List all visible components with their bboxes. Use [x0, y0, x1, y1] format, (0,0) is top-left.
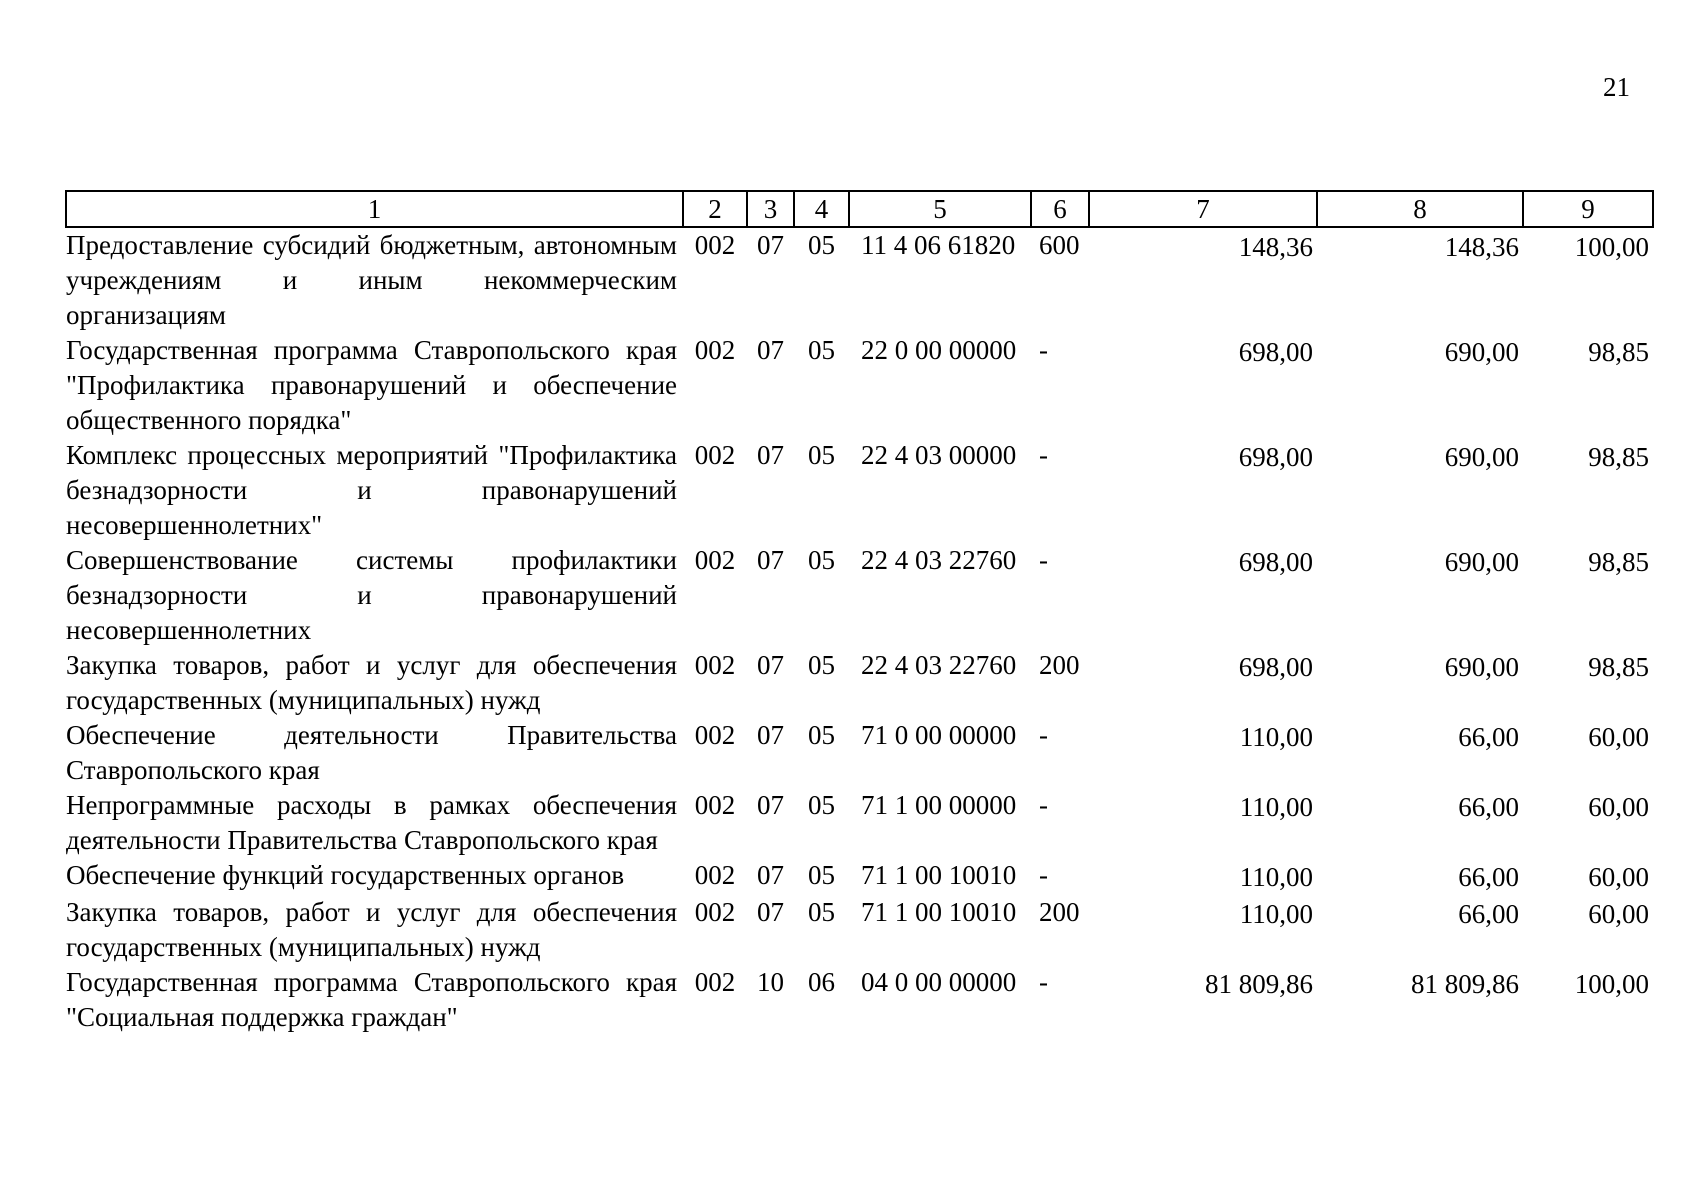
expense-type-cell: 200 — [1039, 650, 1080, 680]
row-name-cell: Государственная программа Ставропольского края "Профилактика правонарушений и обеспечение общественного порядка" — [66, 335, 677, 435]
subsection-code-cell: 05 — [808, 230, 835, 260]
col-header-7: 7 — [1089, 191, 1317, 227]
row-name-cell: Непрограммные расходы в рамках обеспечения деятельности Правительства Ставропольского края — [66, 790, 677, 855]
planned-amount-cell: 698,00 — [1238, 337, 1313, 367]
expense-type-cell: 200 — [1039, 897, 1080, 927]
planned-amount-cell: 148,36 — [1238, 232, 1313, 262]
actual-amount-cell: 66,00 — [1458, 792, 1519, 822]
subsection-code-cell: 06 — [808, 967, 835, 997]
target-item-cell: 22 0 00 00000 — [861, 335, 1017, 365]
table-row — [66, 227, 1653, 333]
section-code-cell: 07 — [757, 440, 784, 470]
admin-code-cell: 002 — [694, 230, 736, 260]
subsection-code-cell: 05 — [808, 440, 835, 470]
col-header-4: 4 — [794, 191, 849, 227]
table-row — [66, 788, 1653, 858]
target-item-cell: 11 4 06 61820 — [861, 230, 1016, 260]
target-item-cell: 71 1 00 00000 — [861, 790, 1017, 820]
row-name-cell: Предоставление субсидий бюджетным, автономным учреждениям и иным некоммерческим организациям — [66, 230, 677, 330]
planned-amount-cell: 110,00 — [1239, 862, 1313, 892]
budget-table-body — [66, 227, 1653, 1035]
table-row — [66, 438, 1653, 543]
admin-code-cell: 002 — [694, 897, 736, 927]
subsection-code-cell: 05 — [808, 545, 835, 575]
planned-amount-cell: 110,00 — [1239, 792, 1313, 822]
col-header-5: 5 — [849, 191, 1031, 227]
col-header-3: 3 — [747, 191, 794, 227]
section-code-cell: 07 — [757, 790, 784, 820]
table-row — [66, 718, 1653, 788]
expense-type-cell: 600 — [1039, 230, 1080, 260]
section-code-cell: 07 — [757, 335, 784, 365]
target-item-cell: 71 1 00 10010 — [861, 897, 1017, 927]
execution-percent-cell: 100,00 — [1574, 969, 1649, 999]
actual-amount-cell: 66,00 — [1458, 899, 1519, 929]
subsection-code-cell: 05 — [808, 720, 835, 750]
row-name-cell: Обеспечение функций государственных органов — [66, 860, 625, 890]
row-name-cell: Государственная программа Ставропольского края "Социальная поддержка граждан" — [66, 967, 677, 1032]
subsection-code-cell: 05 — [808, 790, 835, 820]
actual-amount-cell: 66,00 — [1458, 862, 1519, 892]
table-row — [66, 543, 1653, 648]
expense-type-cell: - — [1039, 720, 1048, 750]
planned-amount-cell: 110,00 — [1239, 722, 1313, 752]
col-header-1: 1 — [66, 191, 683, 227]
row-name-cell: Совершенствование системы профилактики безнадзорности и правонарушений несовершеннолетних — [66, 545, 677, 645]
actual-amount-cell: 690,00 — [1444, 547, 1519, 577]
admin-code-cell: 002 — [694, 650, 736, 680]
execution-percent-cell: 60,00 — [1588, 862, 1649, 892]
planned-amount-cell: 698,00 — [1238, 652, 1313, 682]
admin-code-cell: 002 — [694, 440, 736, 470]
actual-amount-cell: 81 809,86 — [1411, 969, 1519, 999]
admin-code-cell: 002 — [694, 967, 736, 997]
section-code-cell: 07 — [757, 230, 784, 260]
planned-amount-cell: 698,00 — [1238, 547, 1313, 577]
admin-code-cell: 002 — [694, 335, 736, 365]
section-code-cell: 07 — [757, 720, 784, 750]
budget-table — [65, 190, 1654, 1035]
section-code-cell: 07 — [757, 897, 784, 927]
table-row — [66, 965, 1653, 1035]
execution-percent-cell: 60,00 — [1588, 722, 1649, 752]
planned-amount-cell: 110,00 — [1239, 899, 1313, 929]
expense-type-cell: - — [1039, 545, 1048, 575]
column-number-header-row — [66, 191, 1653, 227]
target-item-cell: 71 0 00 00000 — [861, 720, 1017, 750]
table-row — [66, 858, 1653, 895]
actual-amount-cell: 148,36 — [1444, 232, 1519, 262]
target-item-cell: 71 1 00 10010 — [861, 860, 1017, 890]
admin-code-cell: 002 — [694, 790, 736, 820]
execution-percent-cell: 98,85 — [1588, 652, 1649, 682]
col-header-2: 2 — [683, 191, 747, 227]
admin-code-cell: 002 — [694, 860, 736, 890]
col-header-9: 9 — [1523, 191, 1653, 227]
actual-amount-cell: 66,00 — [1458, 722, 1519, 752]
table-row — [66, 648, 1653, 718]
execution-percent-cell: 100,00 — [1574, 232, 1649, 262]
execution-percent-cell: 98,85 — [1588, 337, 1649, 367]
admin-code-cell: 002 — [694, 720, 736, 750]
section-code-cell: 10 — [757, 967, 784, 997]
execution-percent-cell: 60,00 — [1588, 899, 1649, 929]
subsection-code-cell: 05 — [808, 860, 835, 890]
target-item-cell: 04 0 00 00000 — [861, 967, 1017, 997]
target-item-cell: 22 4 03 22760 — [861, 545, 1017, 575]
col-header-8: 8 — [1317, 191, 1523, 227]
execution-percent-cell: 60,00 — [1588, 792, 1649, 822]
section-code-cell: 07 — [757, 650, 784, 680]
row-name-cell: Обеспечение деятельности Правительства Ставропольского края — [66, 720, 677, 785]
actual-amount-cell: 690,00 — [1444, 652, 1519, 682]
subsection-code-cell: 05 — [808, 650, 835, 680]
table-row — [66, 895, 1653, 965]
row-name-cell: Закупка товаров, работ и услуг для обеспечения государственных (муниципальных) нужд — [66, 897, 677, 962]
expense-type-cell: - — [1039, 790, 1048, 820]
subsection-code-cell: 05 — [808, 897, 835, 927]
actual-amount-cell: 690,00 — [1444, 442, 1519, 472]
admin-code-cell: 002 — [694, 545, 736, 575]
table-row — [66, 333, 1653, 438]
page-number: 21 — [1603, 72, 1630, 102]
col-header-6: 6 — [1031, 191, 1089, 227]
expense-type-cell: - — [1039, 967, 1048, 997]
expense-type-cell: - — [1039, 860, 1048, 890]
expense-type-cell: - — [1039, 335, 1048, 365]
target-item-cell: 22 4 03 00000 — [861, 440, 1017, 470]
row-name-cell: Комплекс процессных мероприятий "Профилактика безнадзорности и правонарушений несовершеннолетних" — [66, 440, 677, 540]
section-code-cell: 07 — [757, 860, 784, 890]
planned-amount-cell: 698,00 — [1238, 442, 1313, 472]
execution-percent-cell: 98,85 — [1588, 547, 1649, 577]
row-name-cell: Закупка товаров, работ и услуг для обеспечения государственных (муниципальных) нужд — [66, 650, 677, 715]
subsection-code-cell: 05 — [808, 335, 835, 365]
target-item-cell: 22 4 03 22760 — [861, 650, 1017, 680]
section-code-cell: 07 — [757, 545, 784, 575]
planned-amount-cell: 81 809,86 — [1205, 969, 1313, 999]
actual-amount-cell: 690,00 — [1444, 337, 1519, 367]
expense-type-cell: - — [1039, 440, 1048, 470]
execution-percent-cell: 98,85 — [1588, 442, 1649, 472]
